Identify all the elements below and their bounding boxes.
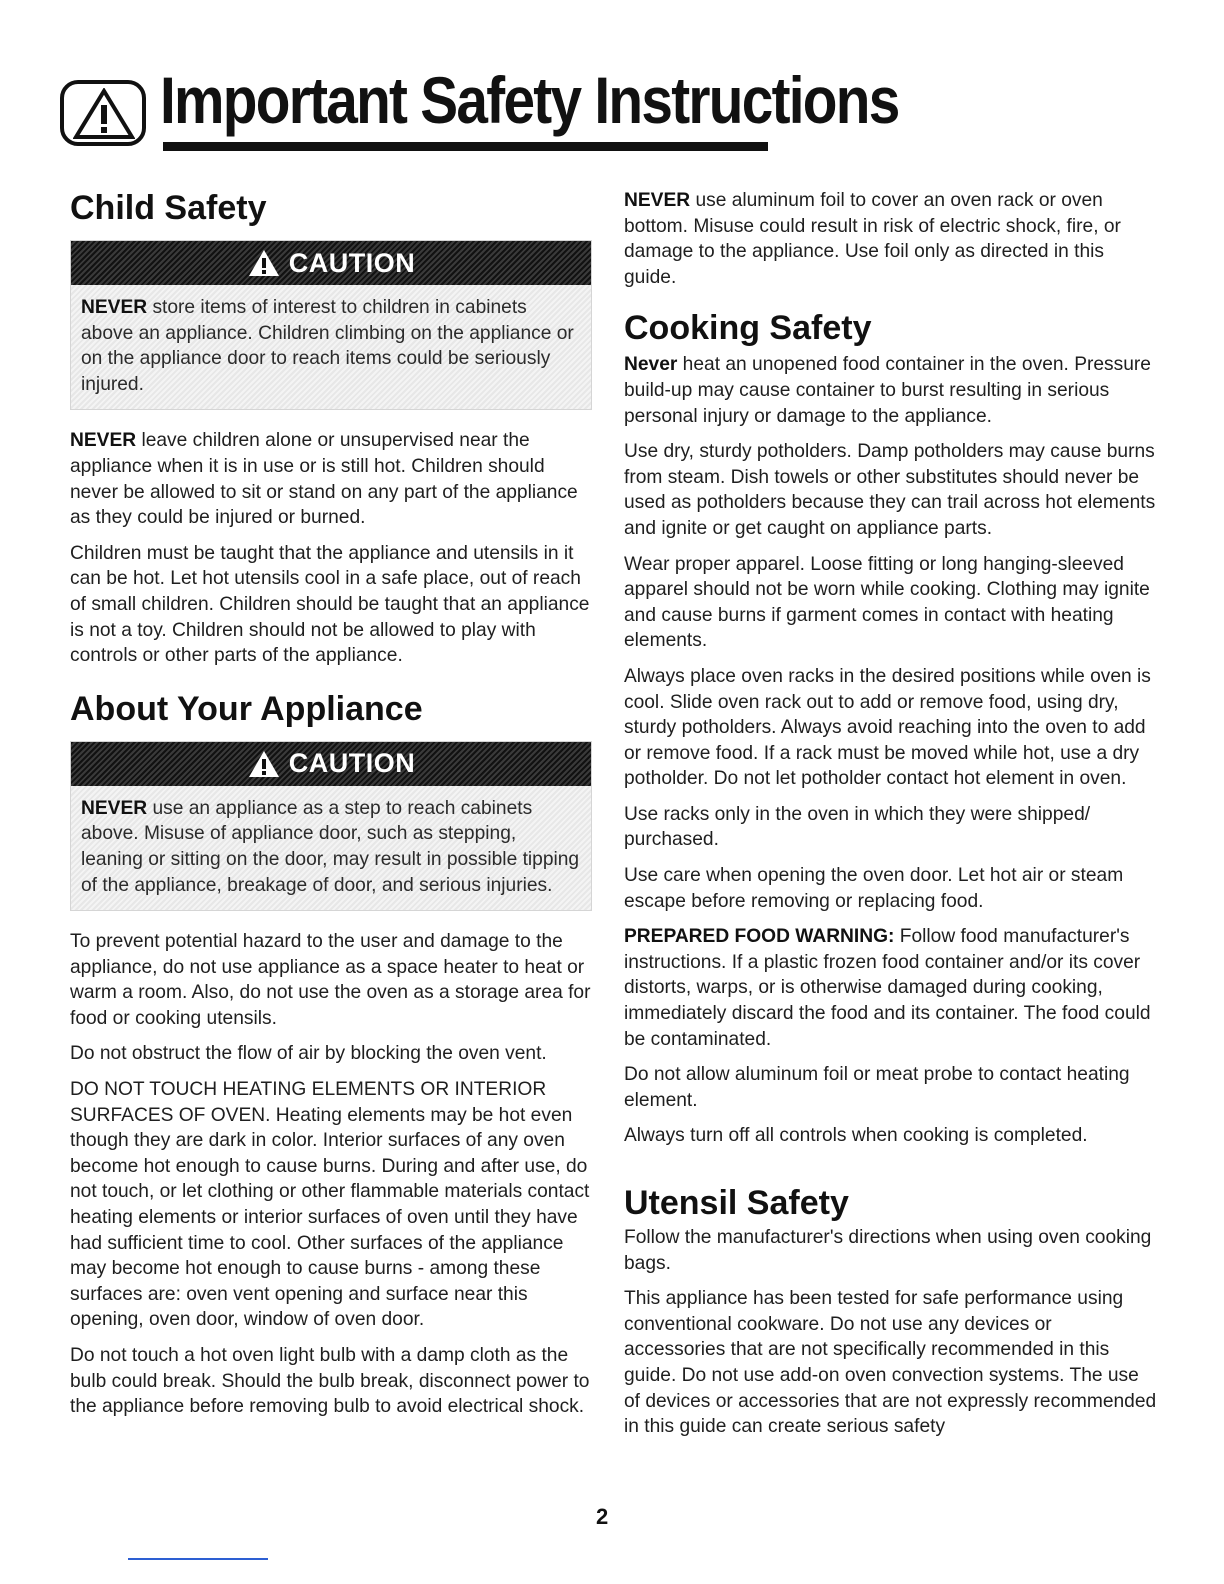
paragraph [624,664,1158,792]
paragraph [70,1077,592,1333]
caution-text [71,786,591,910]
paragraph-lead: PREPARED FOOD WARNING: [624,926,895,948]
caution-body: use an appliance as a step to reach cabinets above. Misuse of appliance door, such as stepping, leaning or sitting on the door, may result in possible tipping of the appliance, breakage of door, and serious injuries. [81,797,580,896]
paragraph-text: Wear proper apparel. Loose fitting or long hanging-sleeved apparel should not be worn while cooking. Clothing may ignite and cause burns if garment comes in contact with heating elements. [624,553,1150,652]
page-title: Important Safety Instructions [160,63,899,137]
caution-lead: NEVER [81,297,148,318]
paragraph-text: Use racks only in the oven in which they were shipped/ purchased. [624,803,1091,851]
caution-label: CAUTION [288,247,416,278]
child-safety-caution-box [70,240,592,410]
paragraph-text: Follow the manufacturer's directions when using oven cooking bags. [624,1227,1152,1274]
about-appliance-heading: About Your Appliance [70,689,423,728]
caution-header [71,241,591,285]
paragraph [624,439,1158,541]
paragraph [70,1041,592,1067]
paragraph-text: DO NOT TOUCH HEATING ELEMENTS OR INTERIOR SURFACES OF OVEN. Heating elements may be hot even though they are dark in color. Interior surfaces of any oven become hot enough to cause burns. During and after use, do not touch, or let clothing or other flammable materials contact heating elements or interior surfaces of oven until they have had sufficient time to cool. Other surfaces of the appliance may become hot enough to cause burns - among these surfaces are: oven vent opening and surface near this opening, oven door, window of oven door. [70,1079,590,1331]
left-column [70,188,592,1430]
paragraph-text: Use dry, sturdy potholders. Damp potholders may cause burns from steam. Dish towels or other substitutes should never be used as potholders because they can trail across hot elements and ignite or get caught on appliance parts. [624,441,1156,539]
caution-triangle-icon [247,749,281,779]
paragraph-text: Do not obstruct the flow of air by blocking the oven vent. [70,1043,547,1065]
paragraph [624,863,1158,914]
paragraph-text: Always turn off all controls when cooking is completed. [624,1125,1088,1147]
paragraph-lead: Never [624,354,678,376]
caution-body: store items of interest to children in cabinets above an appliance. Children climbing on the appliance or on the appliance door to reach items could be seriously injured. [81,297,574,395]
caution-text [71,285,591,409]
paragraph-text: Do not allow aluminum foil or meat probe to contact heating element. [624,1064,1130,1111]
page-number: 2 [596,1504,609,1529]
paragraph [624,1225,1158,1276]
paragraph [70,929,592,1031]
paragraph [624,802,1158,853]
paragraph [70,541,592,669]
paragraph-text: Follow food manufacturer's instructions. If a plastic frozen food container and/or its cover distorts, warps, or is otherwise damaged during cooking, immediately discard the food and its container. The food could be contaminated. [624,926,1151,1050]
child-safety-heading: Child Safety [70,189,267,227]
cooking-safety-heading: Cooking Safety [624,309,872,348]
paragraph-text: To prevent potential hazard to the user and damage to the appliance, do not use appliance as a space heater to heat or warm a room. Also, do not use the oven as a storage area for food or cooking utensils. [70,931,591,1029]
page-header [60,58,899,154]
paragraph-lead: NEVER [70,430,137,452]
paragraph [624,552,1158,654]
footer-divider [128,1558,268,1560]
paragraph [624,924,1158,1052]
paragraph [70,428,592,530]
paragraph-text: Always place oven racks in the desired positions while oven is cool. Slide oven rack out to add or remove food, using dry, sturdy potholders. Always avoid reaching into the oven to add or remove food. If a rack must be moved while hot, use a dry potholder. Do not let potholder contact hot element in oven. [624,665,1151,790]
paragraph-text: leave children alone or unsupervised near the appliance when it is in use or is still hot. Children should never be allowed to sit or stand on any part of the appliance as they could be injured or burned. [70,430,578,529]
caution-header [71,742,591,786]
paragraph [624,1286,1158,1440]
caution-lead: NEVER [81,797,148,819]
warning-triangle-icon [60,80,146,146]
paragraph [624,1062,1158,1113]
paragraph [624,1123,1158,1149]
caution-label: CAUTION [288,748,416,779]
caution-triangle-icon [247,248,281,278]
paragraph-text: use aluminum foil to cover an oven rack or oven bottom. Misuse could result in risk of electric shock, fire, or damage to the appliance. Use foil only as directed in this guide. [624,190,1121,288]
paragraph-lead: NEVER [624,190,691,211]
paragraph [624,352,1158,429]
right-column [624,188,1158,1450]
paragraph-text: This appliance has been tested for safe performance using conventional cookware. Do not use any devices or accessories that are not specifically recommended in this guide. Do not use add-on oven convection systems. The use of devices or accessories that are not expressly recommended in this guide can create serious safety [624,1288,1157,1438]
paragraph [624,188,1158,290]
about-appliance-caution-box [70,741,592,911]
title-underline [163,142,768,151]
paragraph-text: Use care when opening the oven door. Let hot air or steam escape before removing or replacing food. [624,865,1124,912]
paragraph [70,1343,592,1420]
paragraph-text: Children must be taught that the appliance and utensils in it can be hot. Let hot utensils cool in a safe place, out of reach of small children. Children should be taught that an appliance is not a toy. Children should not be allowed to play with controls or other parts of the appliance. [70,542,590,667]
paragraph-text: Do not touch a hot oven light bulb with a damp cloth as the bulb could break. Should the bulb break, disconnect power to the appliance before removing bulb to avoid electrical shock. [70,1345,590,1418]
utensil-safety-heading: Utensil Safety [624,1184,849,1222]
paragraph-text: heat an unopened food container in the oven. Pressure build-up may cause container to burst resulting in serious personal injury or damage to the appliance. [624,354,1151,427]
